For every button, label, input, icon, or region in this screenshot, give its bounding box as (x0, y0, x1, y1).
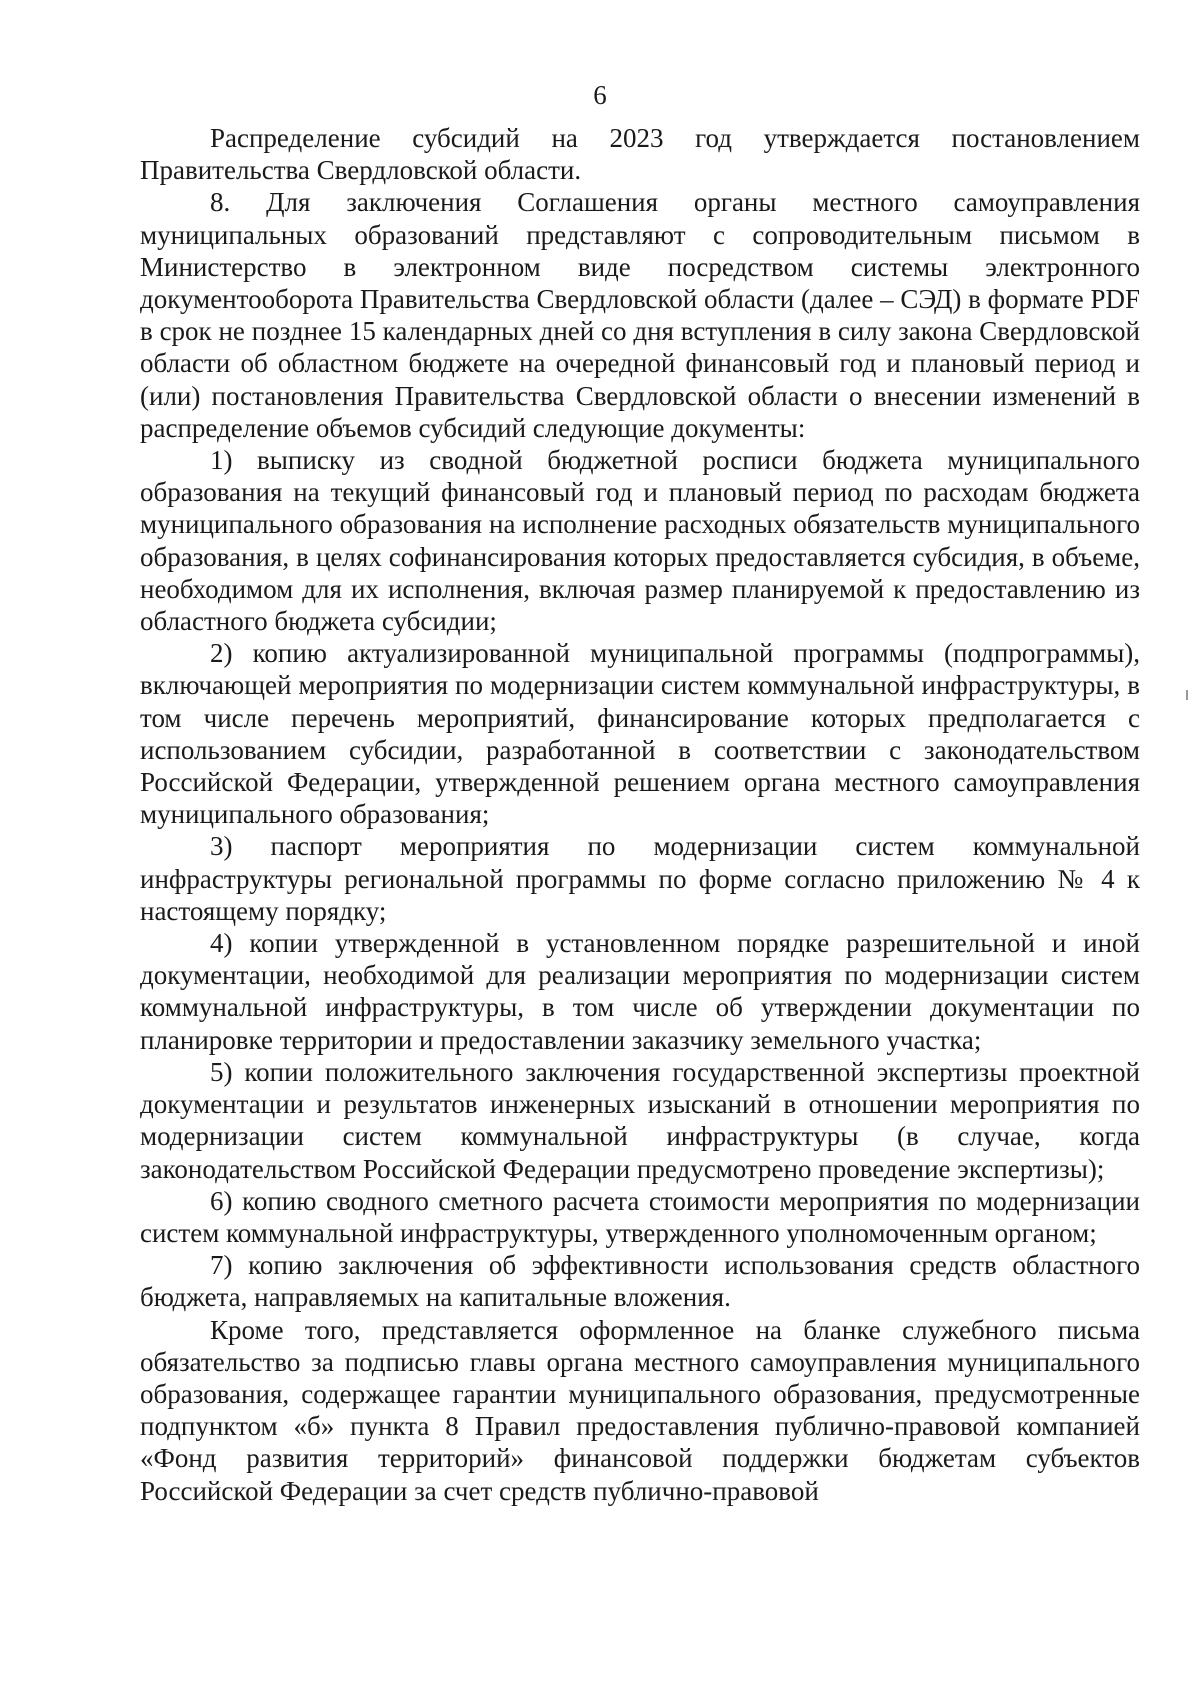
paragraph-obligation: Кроме того, представляется оформленное на бланке служебного письма обязательство за подписью главы органа местного самоуправления муниципального образования, содержащее гарантии муниципального образования, предусмотренные подпунктом «б» пункта 8 Правил предоставления публично-правовой компанией «Фонд развития территорий» финансовой поддержки бюджетам субъектов Российской Федерации за счет средств публично-правовой (140, 1314, 1140, 1506)
list-item-2: 2) копию актуализированной муниципальной программы (подпрограммы), включающей мероприятия по модернизации систем коммунальной инфраструктуры, в том числе перечень мероприятий, финансирование которых предполагается с использованием субсидии, разработанной в соответствии с законодательством Российской Федерации, утвержденной решением органа местного самоуправления муниципального образования; (140, 638, 1140, 830)
list-item-4: 4) копии утвержденной в установленном порядке разрешительной и иной документации, необходимой для реализации мероприятия по модернизации систем коммунальной инфраструктуры, в том числе об утверждении документации по планировке территории и предоставлении заказчику земельного участка; (140, 928, 1140, 1055)
page-number: 6 (593, 80, 607, 110)
list-item-7: 7) копию заключения об эффективности использования средств областного бюджета, направляемых на капитальные вложения. (140, 1250, 1140, 1313)
document-body (140, 122, 1140, 1507)
list-item-6: 6) копию сводного сметного расчета стоимости мероприятия по модернизации систем коммунальной инфраструктуры, утвержденного уполномоченным органом; (140, 1185, 1140, 1248)
list-item-1: 1) выписку из сводной бюджетной росписи бюджета муниципального образования на текущий финансовый год и плановый период по расходам бюджета муниципального образования на исполнение расходных обязательств муниципального образования, в целях софинансирования которых предоставляется субсидия, в объеме, необходимом для их исполнения, включая размер планируемой к предоставлению из областного бюджета субсидии; (140, 445, 1140, 637)
paragraph-item-8: 8. Для заключения Соглашения органы местного самоуправления муниципальных образований представляют с сопроводительным письмом в Министерство в электронном виде посредством системы электронного документооборота Правительства Свердловской области (далее – СЭД) в формате PDF в срок не позднее 15 календарных дней со дня вступления в силу закона Свердловской области об областном бюджете на очередной финансовый год и плановый период и (или) постановления Правительства Свердловской области о внесении изменений в распределение объемов субсидий следующие документы: (140, 187, 1140, 443)
paragraph-subsidy-distribution: Распределение субсидий на 2023 год утверждается постановлением Правительства Свердловской области. (140, 123, 1140, 186)
list-item-3: 3) паспорт мероприятия по модернизации систем коммунальной инфраструктуры региональной программы по форме согласно приложению № 4 к настоящему порядку; (140, 831, 1140, 926)
list-item-5: 5) копии положительного заключения государственной экспертизы проектной документации и результатов инженерных изысканий в отношении мероприятия по модернизации систем коммунальной инфраструктуры (в случае, когда законодательством Российской Федерации предусмотрено проведение экспертизы); (140, 1056, 1140, 1184)
scan-artifact-mark (1186, 690, 1188, 700)
